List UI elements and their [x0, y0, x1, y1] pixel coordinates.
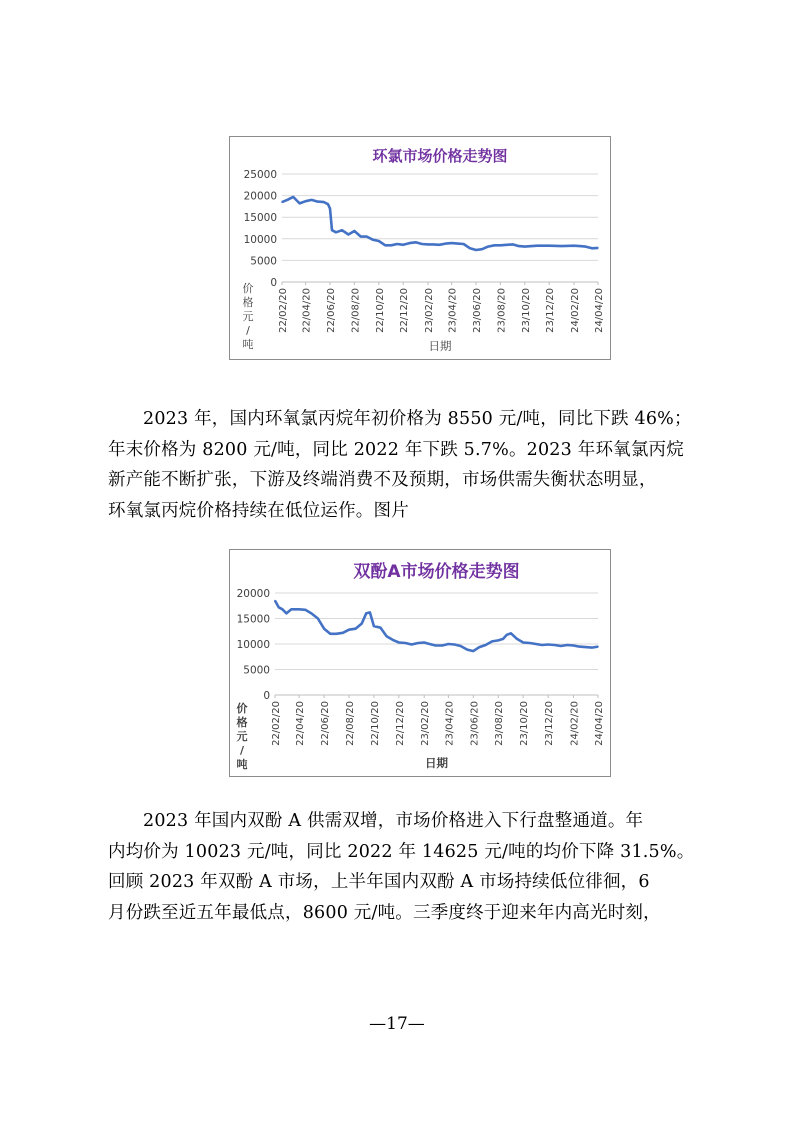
y-tick-label: 20000: [236, 588, 270, 600]
paragraph-line: 新产能不断扩张，下游及终端消费不及预期，市场供需失衡状态明显，: [108, 470, 657, 490]
data-point: [522, 642, 524, 644]
y-tick-label: 0: [263, 690, 270, 702]
data-point: [516, 638, 518, 640]
data-point: [366, 236, 368, 238]
data-point: [487, 246, 489, 248]
data-point: [298, 609, 300, 611]
data-point: [469, 248, 471, 250]
paragraph-line: 内均价为 10023 元/吨，同比 2022 年 14625 元/吨的均价下降 31.5%。: [108, 841, 695, 862]
x-tick-label: 23/02/20: [424, 288, 435, 333]
data-point: [348, 629, 350, 631]
data-point: [392, 639, 394, 641]
x-tick-label: 24/04/20: [594, 701, 605, 746]
data-point: [512, 244, 514, 246]
data-point: [341, 229, 343, 231]
data-point: [591, 647, 593, 649]
x-tick-label: 22/10/20: [374, 288, 386, 333]
data-point: [336, 633, 338, 635]
data-point: [429, 643, 431, 645]
data-point: [299, 203, 301, 205]
data-point: [411, 644, 413, 646]
data-point: [317, 201, 319, 203]
paragraph-epichlorohydrin: [108, 404, 696, 526]
y-axis-label-char: /: [246, 324, 250, 337]
data-point: [311, 613, 313, 615]
data-point: [510, 633, 512, 635]
data-point: [475, 249, 477, 251]
x-tick-label: 23/02/20: [420, 701, 432, 746]
data-point: [518, 245, 520, 247]
data-point: [573, 645, 575, 647]
data-point: [448, 643, 450, 645]
paragraph-line: 2023 年，国内环氧氯丙烷年初价格为 8550 元/吨，同比下跌 46%；: [143, 409, 692, 429]
x-tick-label: 23/06/20: [469, 701, 481, 746]
data-point: [466, 649, 468, 651]
x-tick-label: 22/08/20: [350, 288, 362, 333]
data-point: [497, 640, 499, 642]
x-tick-label: 23/06/20: [472, 288, 483, 333]
x-tick-label: 22/04/20: [301, 288, 313, 333]
y-axis-label-char: 格: [242, 296, 254, 309]
data-point: [585, 646, 587, 648]
x-tick-label: 23/08/20: [496, 288, 508, 333]
x-tick-label: 24/02/20: [569, 701, 581, 746]
paragraph-line: 回顾 2023 年双酚 A 市场，上半年国内双酚 A 市场持续低位徘徊，6: [108, 872, 650, 892]
data-point: [286, 199, 288, 201]
data-point: [417, 642, 419, 644]
data-point: [547, 644, 549, 646]
data-point: [535, 643, 537, 645]
y-axis-label-char: 元: [236, 730, 248, 743]
y-tick-label: 0: [270, 277, 277, 289]
data-point: [317, 618, 319, 620]
data-point: [481, 248, 483, 250]
data-point: [311, 199, 313, 201]
y-tick-label: 5000: [243, 664, 270, 677]
x-tick-label: 24/04/20: [594, 288, 605, 333]
x-tick-label: 22/10/20: [369, 701, 381, 746]
data-point: [460, 645, 462, 647]
y-tick-label: 15000: [236, 613, 270, 626]
x-tick-label: 22/12/20: [394, 701, 406, 746]
x-tick-label: 23/12/20: [545, 288, 557, 333]
data-point: [329, 633, 331, 635]
data-point: [441, 645, 443, 647]
x-tick-label: 23/04/20: [447, 288, 459, 333]
data-point: [291, 609, 293, 611]
series-line: [282, 197, 598, 250]
data-point: [435, 645, 437, 647]
data-point: [415, 242, 417, 244]
data-point: [331, 229, 333, 231]
data-point: [502, 638, 504, 640]
y-axis-label-char: 吨: [242, 338, 254, 351]
data-point: [348, 234, 350, 236]
page-number: —17—: [369, 1014, 425, 1034]
data-point: [524, 246, 526, 248]
data-point: [360, 236, 362, 238]
data-point: [573, 245, 575, 247]
data-point: [506, 634, 508, 636]
y-axis-label-char: 价: [242, 282, 254, 295]
data-point: [355, 628, 357, 630]
y-tick-label: 5000: [250, 255, 277, 268]
data-point: [405, 642, 407, 644]
data-point: [402, 244, 404, 246]
data-point: [591, 248, 593, 250]
data-point: [457, 243, 459, 245]
data-point: [529, 642, 531, 644]
y-tick-label: 10000: [236, 639, 270, 651]
data-point: [292, 196, 294, 198]
y-axis-label-char: 格: [236, 716, 248, 729]
data-point: [354, 230, 356, 232]
x-tick-label: 22/08/20: [345, 701, 357, 746]
data-point: [432, 244, 434, 246]
x-tick-label: 24/02/20: [570, 288, 581, 333]
paragraph-line: 环氧氯丙烷价格持续在低位运作。图片: [108, 500, 409, 521]
data-point: [463, 243, 465, 245]
y-tick-label: 10000: [243, 233, 277, 246]
y-tick-label: 20000: [243, 190, 277, 203]
data-point: [365, 613, 367, 615]
chart-bisphenol-a-svg: [230, 550, 610, 776]
data-point: [561, 245, 563, 247]
chart-epichlorohydrin: [229, 136, 611, 360]
data-point: [323, 201, 325, 203]
data-point: [445, 243, 447, 245]
data-point: [373, 625, 375, 627]
chart-title: 双酚A市场价格走势图: [353, 562, 520, 582]
data-point: [323, 628, 325, 630]
data-point: [578, 646, 580, 648]
y-axis-label-char: 价: [236, 702, 248, 715]
paragraph-line: 2023 年国内双酚 A 供需双增，市场价格进入下行盘整通道。年: [143, 811, 644, 831]
data-point: [554, 644, 556, 646]
data-point: [560, 645, 562, 647]
data-point: [473, 650, 475, 652]
x-tick-label: 23/08/20: [494, 701, 506, 746]
data-point: [567, 644, 569, 646]
x-tick-label: 22/06/20: [326, 288, 337, 333]
data-point: [409, 242, 411, 244]
data-point: [454, 644, 456, 646]
chart-epichlorohydrin-svg: [230, 137, 610, 359]
data-point: [282, 609, 284, 611]
data-point: [541, 644, 543, 646]
data-point: [372, 239, 374, 241]
x-tick-label: 23/12/20: [544, 701, 556, 746]
data-point: [597, 646, 599, 648]
data-point: [286, 613, 288, 615]
data-point: [423, 642, 425, 644]
data-point: [451, 242, 453, 244]
data-point: [427, 244, 429, 246]
x-axis-label: 日期: [428, 339, 452, 353]
data-point: [500, 245, 502, 247]
chart-title: 环氯市场价格走势图: [372, 147, 508, 165]
data-point: [384, 245, 386, 247]
data-point: [579, 245, 581, 247]
y-axis-label-char: 吨: [236, 758, 248, 771]
x-tick-label: 23/10/20: [519, 701, 531, 746]
data-point: [396, 243, 398, 245]
data-point: [380, 627, 382, 629]
data-point: [536, 245, 538, 247]
data-point: [369, 612, 371, 614]
chart-bisphenol-a: [229, 549, 611, 777]
data-point: [421, 243, 423, 245]
data-point: [281, 201, 283, 203]
data-point: [479, 646, 481, 648]
data-point: [585, 246, 587, 248]
data-point: [491, 641, 493, 643]
data-point: [398, 642, 400, 644]
x-tick-label: 23/04/20: [444, 701, 456, 746]
paragraph-line: 月份跌至近五年最低点，8600 元/吨。三季度终于迎来年内高光时刻，: [108, 902, 661, 923]
paragraph-bisphenol-a: [108, 806, 696, 928]
y-axis-label-char: /: [239, 744, 245, 757]
data-point: [438, 244, 440, 246]
data-point: [274, 600, 276, 602]
y-axis-label-char: 元: [242, 310, 254, 323]
data-point: [335, 232, 337, 234]
x-tick-label: 23/10/20: [520, 288, 532, 333]
data-point: [305, 200, 307, 202]
data-point: [342, 632, 344, 634]
data-point: [386, 636, 388, 638]
data-point: [548, 245, 550, 247]
data-point: [485, 644, 487, 646]
x-tick-label: 22/02/20: [278, 288, 289, 333]
x-tick-label: 22/02/20: [271, 701, 282, 746]
x-tick-label: 22/12/20: [399, 288, 411, 333]
data-point: [278, 607, 280, 609]
data-point: [378, 240, 380, 242]
paragraph-line: 年末价格为 8200 元/吨，同比 2022 年下跌 5.7%。2023 年环氧氯丙烷: [108, 439, 684, 460]
y-tick-label: 25000: [243, 169, 277, 181]
y-tick-label: 15000: [243, 212, 277, 225]
data-point: [327, 203, 329, 205]
x-tick-label: 22/06/20: [320, 701, 332, 746]
data-point: [494, 245, 496, 247]
data-point: [506, 244, 508, 246]
x-axis-label: 日期: [425, 756, 448, 770]
data-point: [597, 247, 599, 249]
data-point: [390, 245, 392, 247]
data-point: [329, 208, 331, 210]
x-tick-label: 22/04/20: [295, 701, 307, 746]
data-point: [361, 623, 363, 625]
data-point: [305, 609, 307, 611]
